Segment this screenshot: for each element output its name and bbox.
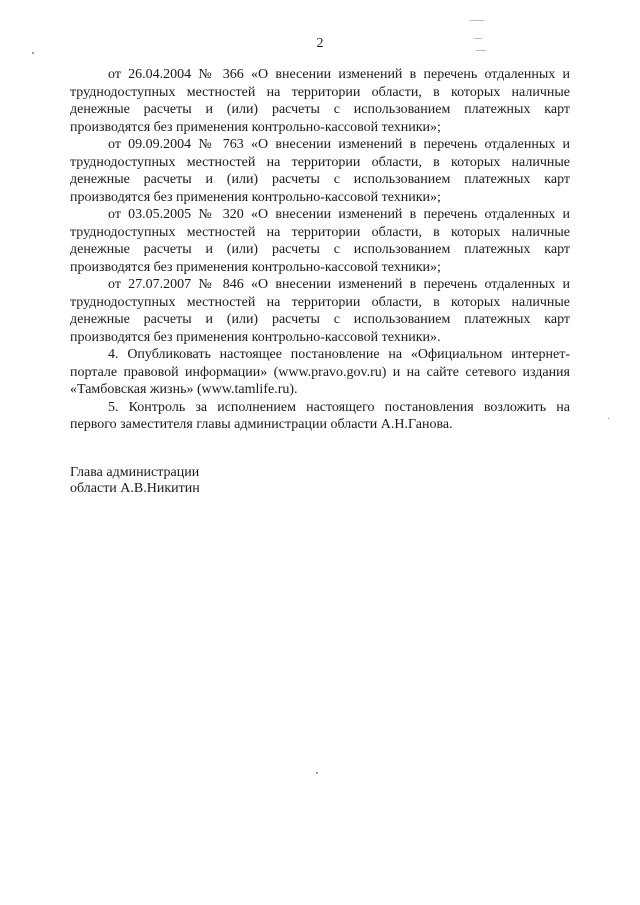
scan-speck (32, 52, 34, 54)
document-body (70, 66, 570, 434)
paragraph-amendment-2004-763: от 09.09.2004 № 763 «О внесении изменений в перечень отдаленных и труднодоступных местностей на территории области, в которых наличные денежные расчеты и (или) расчеты с использованием платежных карт производятся без применения контрольно-кассовой техники»; (70, 137, 570, 205)
scan-mark (476, 50, 486, 51)
scan-mark (470, 20, 484, 21)
paragraph-control: 5. Контроль за исполнением настоящего постановления возложить на первого заместителя главы администрации области А.Н.Ганова. (70, 399, 570, 432)
scan-speck (608, 418, 609, 419)
paragraph-amendment-2007-846: от 27.07.2007 № 846 «О внесении изменений в перечень отдаленных и труднодоступных местностей на территории области, в которых наличные денежные расчеты и (или) расчеты с использованием платежных карт производятся без применения контрольно-кассовой техники». (70, 277, 570, 345)
signature-block (70, 465, 200, 497)
paragraph-amendment-2004-366: от 26.04.2004 № 366 «О внесении изменений в перечень отдаленных и труднодоступных местностей на территории области, в которых наличные денежные расчеты и (или) расчеты с использованием платежных карт производятся без применения контрольно-кассовой техники»; (70, 67, 570, 135)
paragraph-publication: 4. Опубликовать настоящее постановление на «Официальном интернет-портале правовой информации» (www.pravo.gov.ru) и на сайте сетевого издания «Тамбовская жизнь» (www.tamlife.ru). (70, 347, 570, 397)
scan-speck (316, 772, 318, 774)
scan-mark (474, 38, 482, 39)
signature-title: Глава администрации (70, 465, 200, 480)
signature-name: области А.В.Никитин (70, 481, 200, 496)
page-number: 2 (316, 36, 324, 51)
paragraph-amendment-2005-320: от 03.05.2005 № 320 «О внесении изменений в перечень отдаленных и труднодоступных местностей на территории области, в которых наличные денежные расчеты и (или) расчеты с использованием платежных карт производятся без применения контрольно-кассовой техники»; (70, 207, 570, 275)
